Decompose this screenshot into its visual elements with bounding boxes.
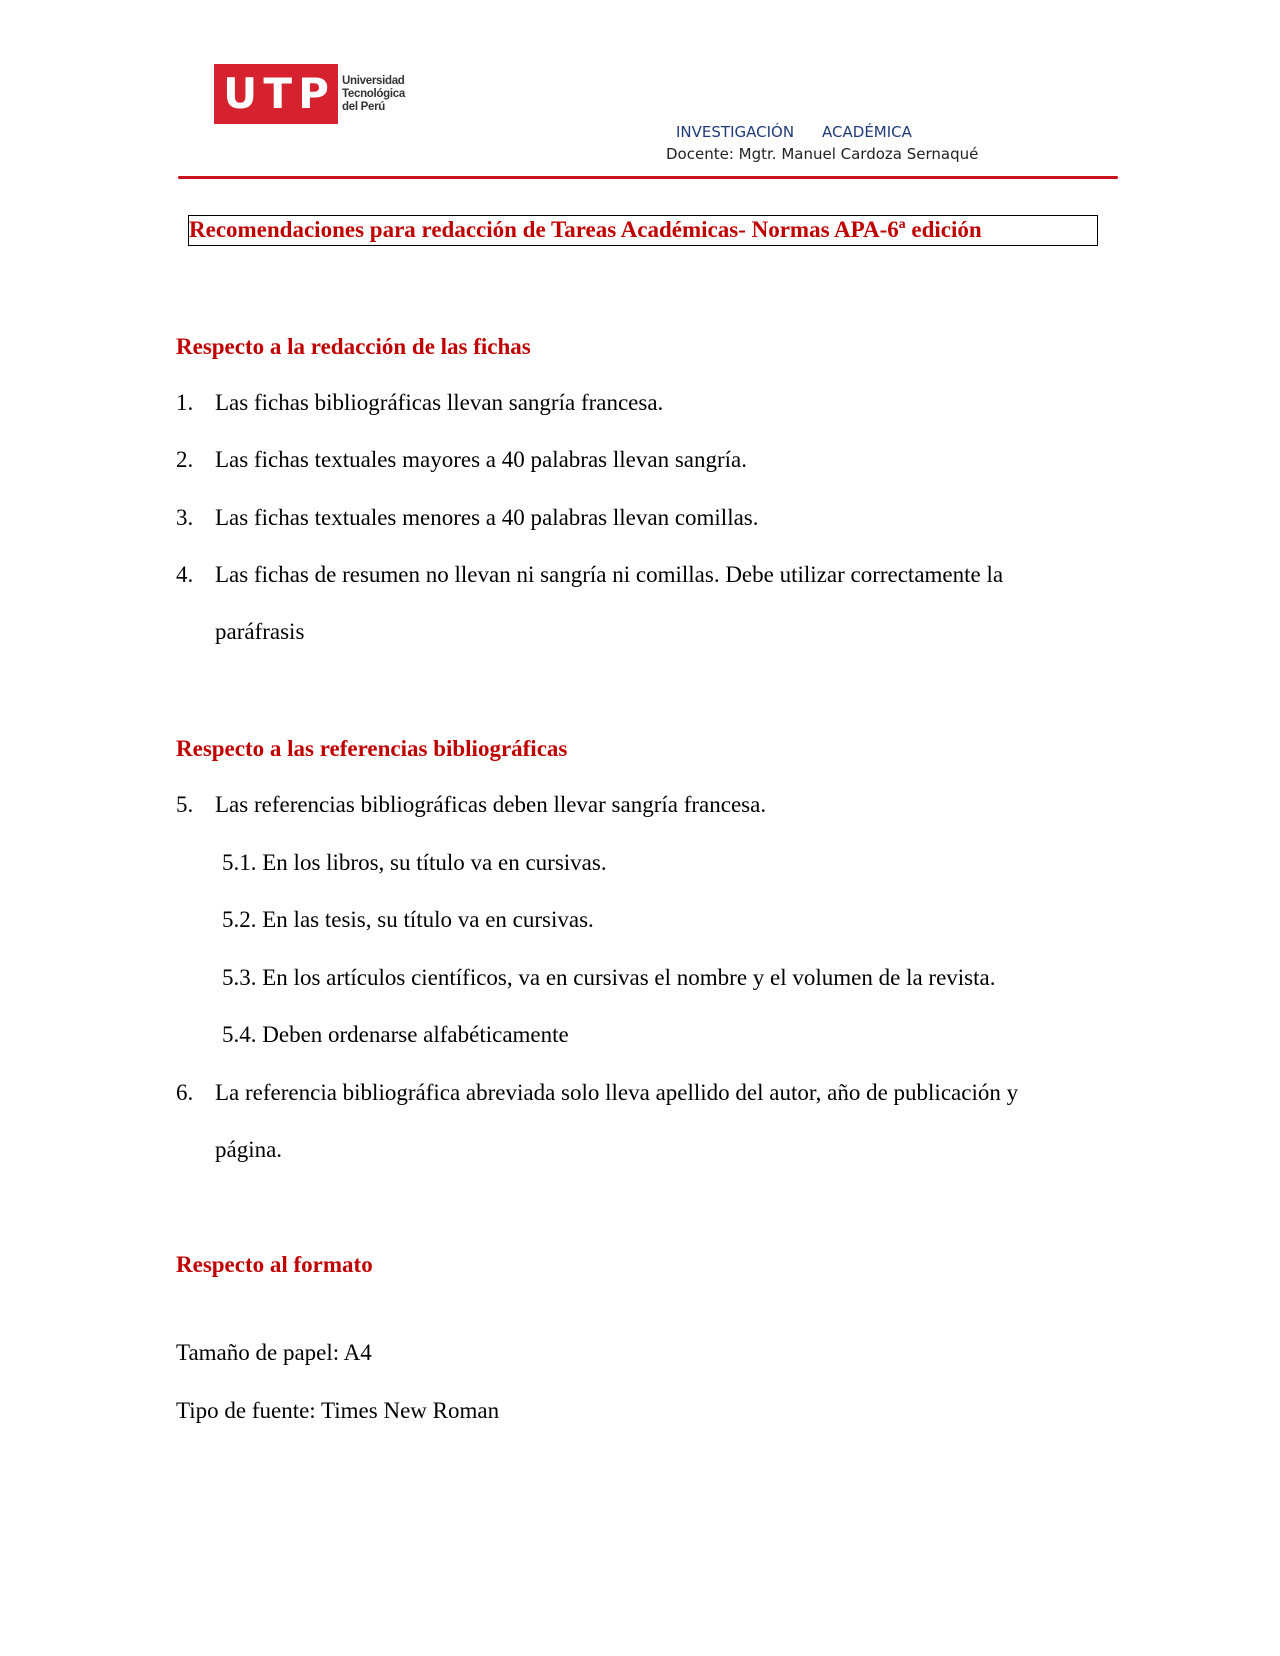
sub-item-5-3: 5.3. En los artículos científicos, va en cursivas el nombre y el volumen de la revista. <box>222 965 996 990</box>
utp-logo <box>214 64 405 124</box>
logo-university-name <box>342 75 405 114</box>
font-type-line: Tipo de fuente: Times New Roman <box>176 1398 500 1423</box>
dept-investigacion: INVESTIGACIÓN <box>676 123 795 141</box>
heading-formato: Respecto al formato <box>176 1252 373 1277</box>
list-item-1 <box>176 390 663 416</box>
item-number: 6. <box>176 1080 194 1105</box>
logo-text-line-1: Universidad <box>342 74 405 87</box>
item-number: 1. <box>176 390 194 415</box>
paper-size-line: Tamaño de papel: A4 <box>176 1340 372 1365</box>
logo-letter-u: U <box>223 69 258 118</box>
list-item-3 <box>176 505 759 531</box>
item-text: Las fichas textuales mayores a 40 palabras llevan sangría. <box>215 447 747 472</box>
department-label <box>676 123 912 141</box>
teacher-name: Docente: Mgtr. Manuel Cardoza Sernaqué <box>666 145 979 163</box>
list-item-4 <box>176 562 1003 588</box>
logo-block <box>214 64 338 124</box>
heading-fichas: Respecto a la redacción de las fichas <box>176 334 531 359</box>
document-title: Recomendaciones para redacción de Tareas Académicas- Normas APA-6ª edición <box>188 215 1098 246</box>
item-number: 4. <box>176 562 194 587</box>
item-number: 2. <box>176 447 194 472</box>
logo-text-line-3: del Perú <box>342 100 385 113</box>
sub-item-5-2: 5.2. En las tesis, su título va en cursivas. <box>222 907 594 932</box>
item-text: Las referencias bibliográficas deben llevar sangría francesa. <box>215 792 767 817</box>
list-item-6 <box>176 1080 1018 1106</box>
item-text: La referencia bibliográfica abreviada solo lleva apellido del autor, año de publicación y <box>215 1080 1019 1105</box>
dept-academica: ACADÉMICA <box>822 123 912 141</box>
heading-referencias: Respecto a las referencias bibliográficas <box>176 736 568 761</box>
logo-letter-t: T <box>263 69 292 118</box>
list-item-5 <box>176 792 766 818</box>
list-item-4-continuation: paráfrasis <box>215 619 305 644</box>
item-number: 3. <box>176 505 194 530</box>
list-item-2 <box>176 447 747 473</box>
header-divider <box>178 176 1118 179</box>
logo-letter-p: P <box>298 69 329 118</box>
item-text: Las fichas bibliográficas llevan sangría francesa. <box>215 390 664 415</box>
sub-item-5-1: 5.1. En los libros, su título va en cursivas. <box>222 850 607 875</box>
sub-item-5-4: 5.4. Deben ordenarse alfabéticamente <box>222 1022 569 1047</box>
list-item-6-continuation: página. <box>215 1137 283 1162</box>
item-text: Las fichas de resumen no llevan ni sangría ni comillas. Debe utilizar correctamente la <box>215 562 1004 587</box>
item-number: 5. <box>176 792 194 817</box>
item-text: Las fichas textuales menores a 40 palabras llevan comillas. <box>215 505 759 530</box>
logo-text-line-2: Tecnológica <box>342 87 405 100</box>
